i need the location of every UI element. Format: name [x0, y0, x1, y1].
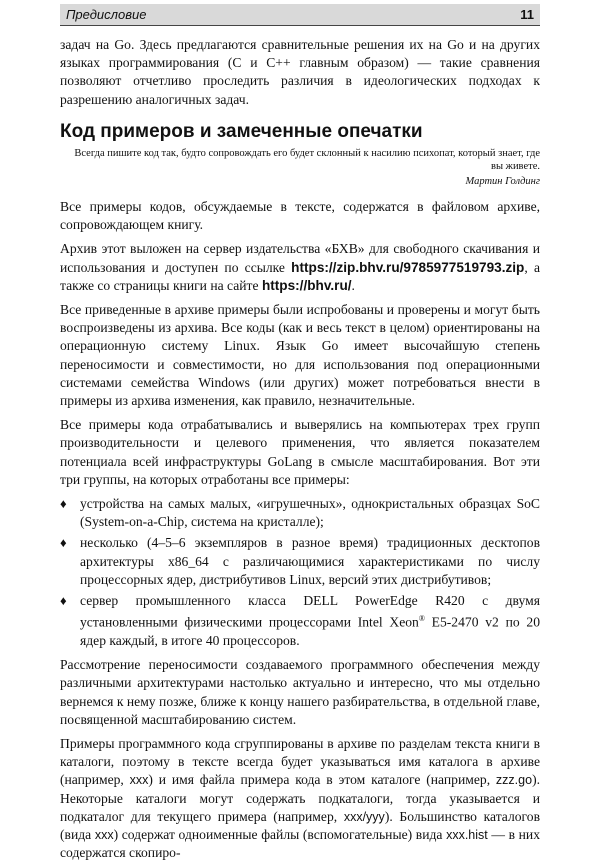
paragraph-directories — [60, 735, 540, 862]
paragraph-archive-location — [60, 240, 540, 295]
epigraph-text: Всегда пишите код так, будто сопровождать его будет склонный к насилию психопат, который знает, где вы живете. — [74, 148, 540, 173]
dir-code-3: xxx/yyy — [343, 809, 385, 824]
archive-zip-link[interactable]: https://zip.bhv.ru/9785977519793.zip — [291, 259, 525, 275]
list-item-text-2: E5-2470 v2 по 20 ядер каждый, в итоге 40 процессоров. — [80, 614, 541, 649]
dir-text-3: ). Некоторые каталоги могут содержать подкаталоги, тогда указывается и подкаталог для текущего примера (например, — [60, 772, 540, 824]
paragraph-portability: Все приведенные в архиве примеры были испробованы и проверены и могут быть воспроизведены из архива. Все коды (как и весь текст в целом) ориентированы на операционную систему Linux. Язык Go имеет высочайшую степень переносимости и совместимости, но для использования под операционными системами семейства Windows (или других) может потребоваться внести в примеры из архива изменения, как правило, незначительные. — [60, 302, 540, 409]
list-item — [60, 592, 540, 650]
paragraph-archive-location-text-2: , а также со страницы книги на сайте — [60, 259, 540, 293]
registered-mark: ® — [418, 614, 425, 624]
dir-code-5: xxx.hist — [446, 828, 488, 843]
intro-paragraph: задач на Go. Здесь предлагаются сравнительные решения их на Go и на других языках программирования (C и C++ главным образом) — такие сравнения позволяют отчетливо проследить различия в идеологических подходах к разрешению аналогичных задач. — [60, 37, 540, 107]
diamond-bullet-icon: ♦ — [60, 535, 67, 551]
bhv-site-link[interactable]: https://bhv.ru/ — [261, 277, 352, 293]
test-groups-list — [60, 495, 540, 650]
section-heading: Код примеров и замеченные опечатки — [60, 120, 423, 142]
dir-text-1: Примеры программного кода сгруппированы в архиве по разделам текста книги в каталоги, поэтому в тексте всегда будет указываться имя каталога в архиве (например, — [60, 736, 540, 788]
dir-code-4: xxx — [94, 828, 114, 843]
dir-text-6: — в них содержатся скопиро- — [60, 827, 540, 861]
epigraph — [60, 147, 540, 188]
paragraph-archive-location-text-3: . — [351, 277, 355, 293]
paragraph-test-groups: Все примеры кода отрабатывались и выверялись на компьютерах трех групп производительности и целевого применения, что является показателем потенциала всей инфраструктуры GoLang в смысле масштабирования. Вот эти три группы, на которых отработаны все примеры: — [60, 417, 540, 487]
list-item — [60, 495, 540, 531]
list-item-text: устройства на самых малых, «игрушечных», однокристальных образцах SoC (System-on-a-Chip, система на кристалле); — [80, 496, 540, 530]
running-header-title: Предисловие — [66, 7, 147, 22]
running-header — [60, 4, 540, 26]
list-item — [60, 534, 540, 589]
paragraph-archive-intro: Все примеры кодов, обсуждаемые в тексте, содержатся в файловом архиве, сопровождающем книгу. — [60, 199, 540, 233]
epigraph-author: Мартин Голдинг — [465, 176, 540, 188]
page-number: 11 — [520, 7, 534, 22]
paragraph-scaling: Рассмотрение переносимости создаваемого программного обеспечения между различными архитектурами настолько актуально и интересно, что мы отдельно вернемся к нему позже, ближе к концу нашего разбирательства, в отдельной главе, посвященной масштабированию систем. — [60, 657, 540, 727]
dir-code-1: xxx — [129, 773, 149, 788]
list-item-text-1: сервер промышленного класса DELL PowerEdge R420 с двумя установленными физическими процессорами Intel Xeon — [80, 593, 540, 630]
paragraph-archive-location-text-1: Архив этот выложен на сервер издательства «БХВ» для свободного скачивания и использования и доступен по ссылке — [60, 241, 540, 275]
dir-text-5: ) содержат одноименные файлы (вспомогательные) вида — [113, 827, 447, 843]
page-content — [60, 36, 540, 868]
dir-text-4: ). Большинство каталогов (вида — [60, 808, 540, 843]
diamond-bullet-icon: ♦ — [60, 496, 67, 512]
diamond-bullet-icon: ♦ — [60, 593, 67, 609]
dir-code-2: zzz.go — [495, 773, 533, 788]
dir-text-2: ) и имя файла примера кода в этом каталоге (например, — [148, 772, 496, 788]
list-item-text: несколько (4–5–6 экземпляров в разное время) традиционных десктопов архитектуры x86_64 с различающимися характеристиками по числу процессорных ядер, дистрибутивов Linux, версий этих дистрибутивов; — [80, 535, 540, 587]
